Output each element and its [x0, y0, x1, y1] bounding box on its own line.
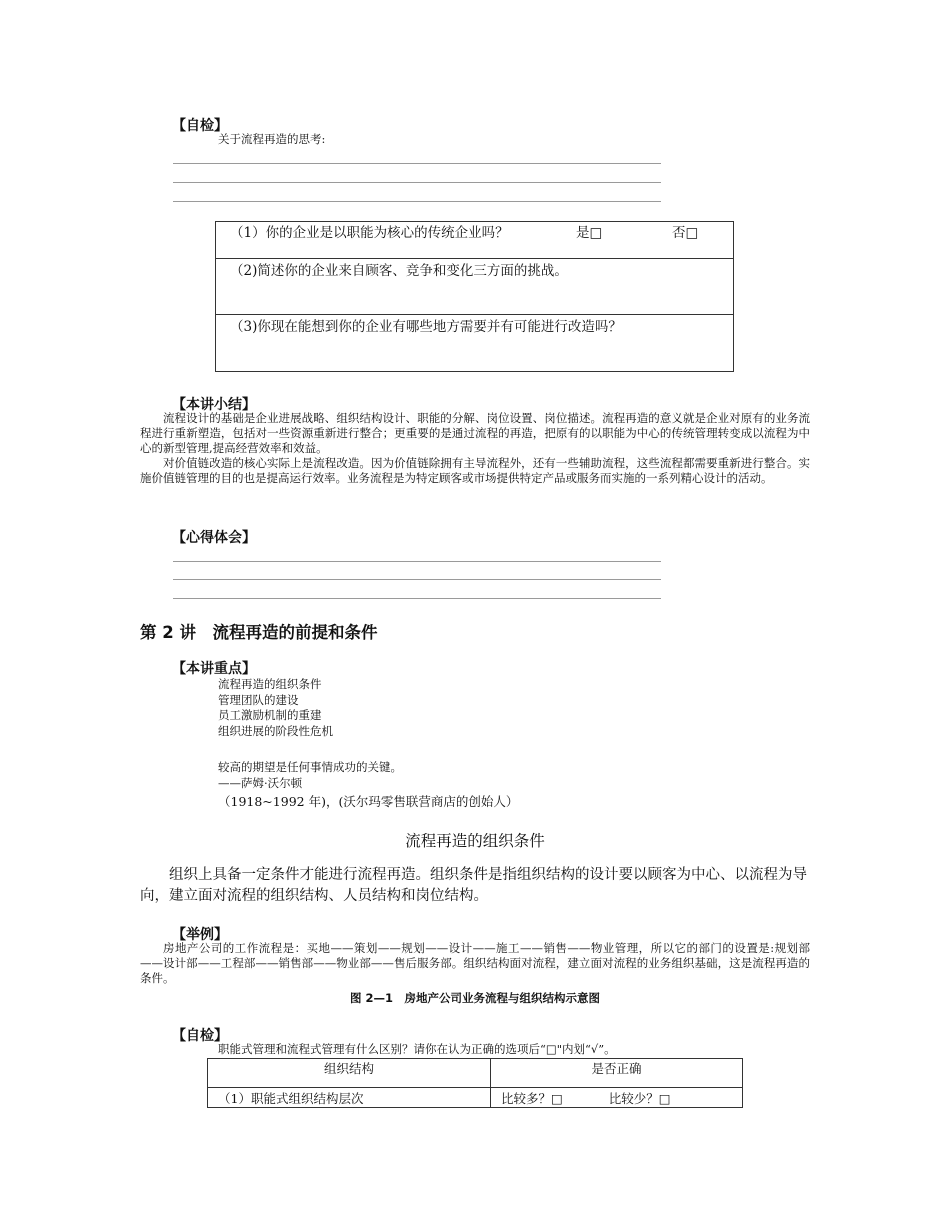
- key-points-heading: 【本讲重点】: [172, 661, 256, 677]
- table-cell-item: （1）职能式组织结构层次: [208, 1088, 491, 1108]
- quote-text: 较高的期望是任何事情成功的关键。: [218, 760, 402, 774]
- question-row-3: [216, 315, 733, 371]
- question-row-2: [216, 259, 733, 315]
- self-check-intro: 关于流程再造的思考:: [218, 132, 326, 146]
- table-header: 是否正确: [491, 1059, 743, 1088]
- answer-line: [173, 598, 661, 599]
- section-title: 流程再造的组织条件: [405, 832, 545, 850]
- key-point: 流程再造的组织条件: [218, 677, 322, 691]
- example-heading: 【举例】: [172, 927, 228, 943]
- question-row-1: [216, 222, 733, 259]
- key-point: 管理团队的建设: [218, 692, 299, 707]
- summary-paragraph-1: 流程设计的基础是企业进展战略、组织结构设计、职能的分解、岗位设置、岗位描述。流程再造的意义就是企业对原有的业务流程进行重新塑造，包括对一些资源重新进行整合；更重要的是通过流程的再造，把原有的以职能为中心的传统管理转变成以流程为中心的新型管理,提高经营效率和效益。: [140, 411, 810, 455]
- reflection-heading: 【心得体会】: [172, 530, 256, 546]
- answer-line: [173, 561, 661, 562]
- table-cell-options: [491, 1088, 743, 1108]
- answer-line: [173, 579, 661, 580]
- key-points-list: [218, 677, 333, 739]
- table-header-row: [208, 1059, 743, 1088]
- yes-checkbox[interactable]: 是□: [576, 225, 603, 241]
- table-row: [208, 1088, 743, 1108]
- key-point: 组织进展的阶段性危机: [218, 723, 333, 738]
- question-3-text: （3)你现在能想到你的企业有哪些地方需要并有可能进行改造吗？: [230, 319, 622, 335]
- summary-body: [140, 411, 810, 486]
- figure-caption: 图 2—1 房地产公司业务流程与组织结构示意图: [349, 991, 600, 1005]
- answer-line: [173, 163, 661, 164]
- answer-line: [173, 201, 661, 202]
- quote-note: （1918~1992 年)，(沃尔玛零售联营商店的创始人）: [218, 794, 519, 809]
- key-point: 员工激励机制的重建: [218, 708, 322, 722]
- summary-heading: 【本讲小结】: [172, 397, 256, 413]
- example-text: 房地产公司的工作流程是：买地——策划——规划——设计——施工——销售——物业管理，所以它的部门的设置是:规划部——设计部——工程部——销售部——物业部——售后服务部。组织结构面对流程，建立面对流程的业务组织基础，这是流程再造的条件。: [140, 941, 810, 985]
- self-check-heading: 【自检】: [172, 118, 228, 134]
- question-1-text: （1）你的企业是以职能为核心的传统企业吗？: [230, 225, 509, 241]
- table-header: 组织结构: [208, 1059, 491, 1088]
- self-check-heading: 【自检】: [172, 1028, 228, 1044]
- comparison-table: [207, 1058, 743, 1108]
- answer-line: [173, 182, 661, 183]
- option-less-checkbox[interactable]: 比较少？□: [608, 1090, 671, 1106]
- no-checkbox[interactable]: 否□: [672, 225, 699, 241]
- lecture-title: 第 2 讲 流程再造的前提和条件: [140, 623, 378, 642]
- quote-author: ——萨姆·沃尔顿: [218, 776, 303, 790]
- question-2-text: （2)简述你的企业来自顾客、竞争和变化三方面的挑战。: [230, 263, 568, 279]
- section-body: 组织上具备一定条件才能进行流程再造。组织条件是指组织结构的设计要以顾客为中心、以流程为导向，建立面对流程的组织结构、人员结构和岗位结构。: [140, 867, 807, 904]
- questions-box: [215, 221, 734, 372]
- self-check-intro: 职能式管理和流程式管理有什么区别？请你在认为正确的选项后“□"内划“√”。: [218, 1042, 616, 1056]
- summary-paragraph-2: 对价值链改造的核心实际上是流程改造。因为价值链除拥有主导流程外，还有一些辅助流程，这些流程都需要重新进行整合。实施价值链管理的目的也是提高运行效率。业务流程是为特定顾客或市场提供特定产品或服务而实施的一系列精心设计的活动。: [140, 456, 810, 485]
- option-more-checkbox[interactable]: 比较多？□: [501, 1090, 563, 1106]
